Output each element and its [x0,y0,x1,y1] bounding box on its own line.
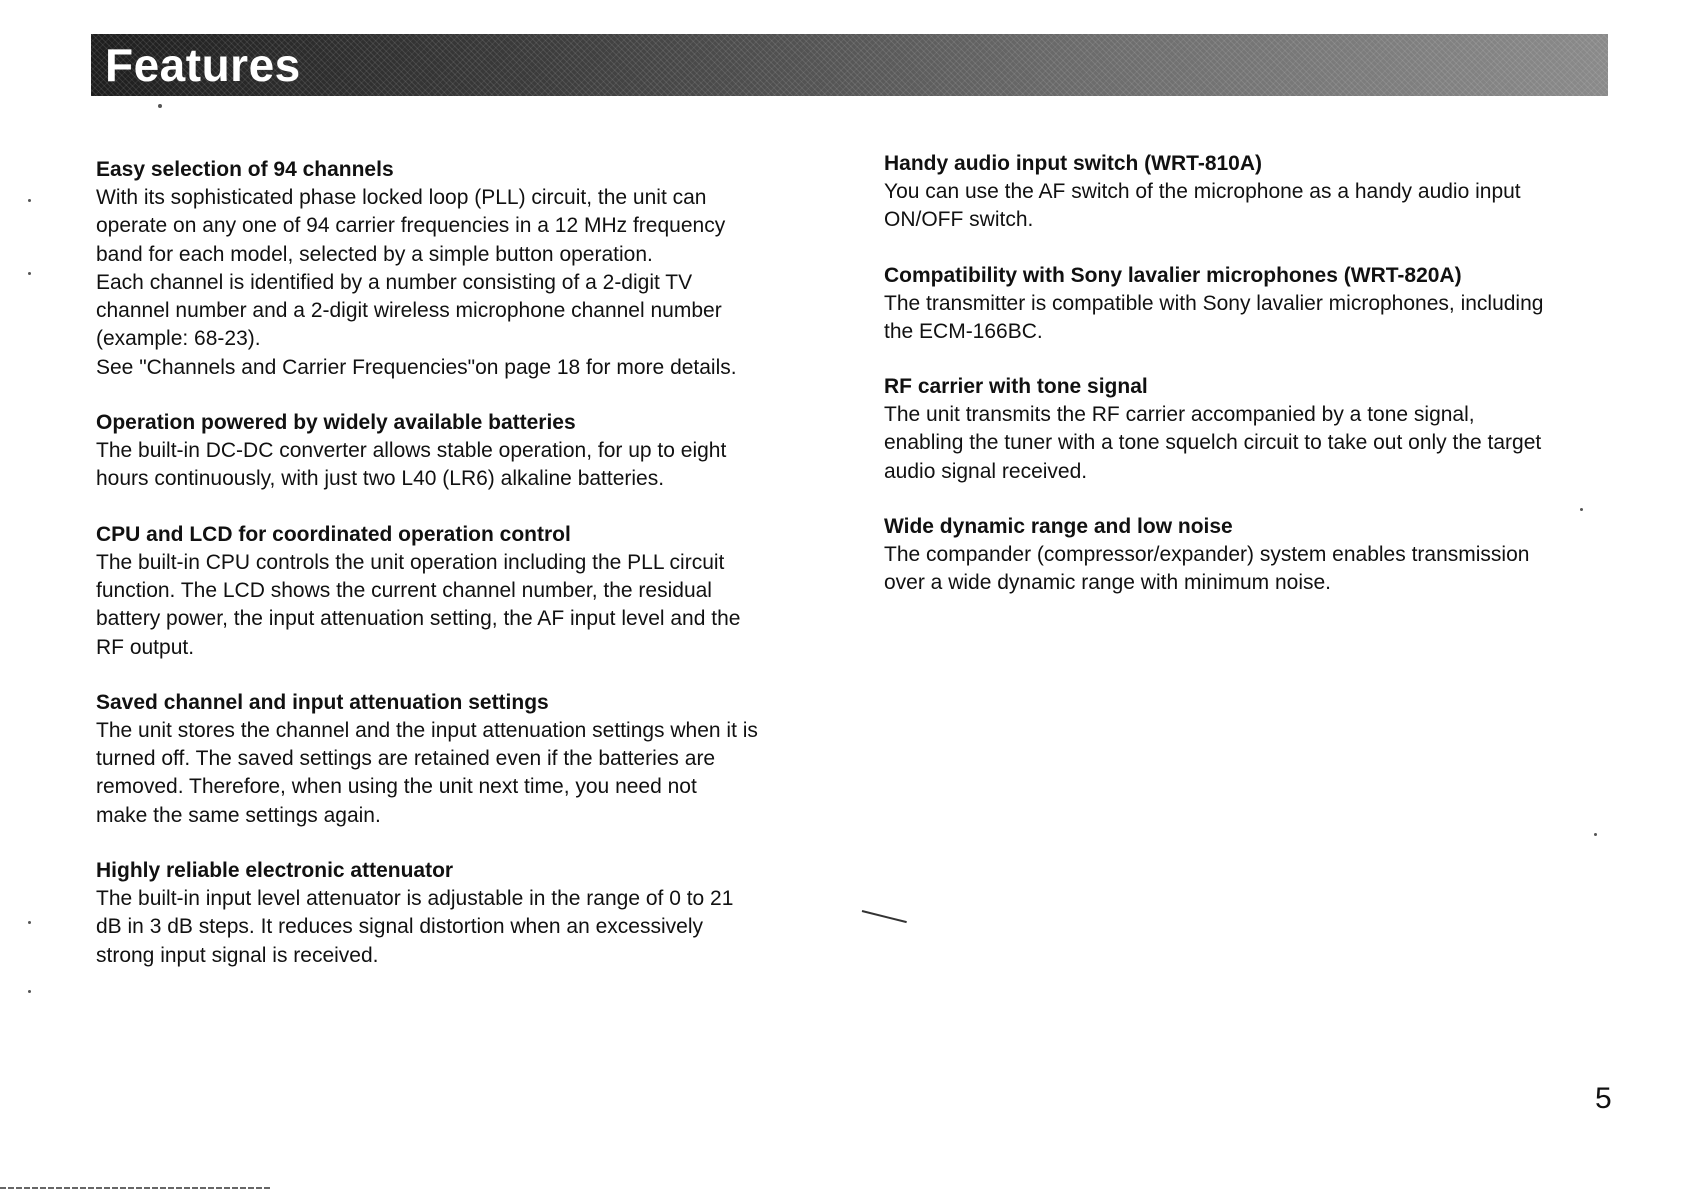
feature-heading: Operation powered by widely available batteries [96,411,576,435]
feature-section [884,150,1624,235]
feature-body: You can use the AF switch of the microphone as a handy audio input ON/OFF switch. [884,180,1521,232]
page-number: 5 [1595,1082,1612,1115]
scan-speck [28,990,31,993]
scan-speck [28,199,31,202]
feature-body: The unit transmits the RF carrier accompanied by a tone signal, enabling the tuner with a tone squelch circuit to take out only the target audio signal received. [884,403,1542,483]
scan-speck [1580,508,1583,511]
left-column [96,156,816,997]
feature-heading: Wide dynamic range and low noise [884,515,1233,539]
feature-body: The built-in input level attenuator is adjustable in the range of 0 to 21 dB in 3 dB steps. It reduces signal distortion when an excessively strong input signal is received. [96,887,734,967]
feature-heading: CPU and LCD for coordinated operation control [96,522,571,546]
feature-section [96,857,816,970]
feature-body: The built-in DC-DC converter allows stable operation, for up to eight hours continuously, with just two L40 (LR6) alkaline batteries. [96,439,727,491]
feature-section [884,513,1624,598]
feature-section [884,373,1624,486]
feature-section [96,156,816,382]
feature-section [96,689,816,830]
feature-body: The built-in CPU controls the unit operation including the PLL circuit function. The LCD shows the current channel number, the residual battery power, the input attenuation setting, the AF input level and the RF output. [96,550,741,659]
feature-heading: Easy selection of 94 channels [96,158,394,181]
page-edge-line [0,1187,270,1189]
scan-speck [28,921,31,924]
feature-heading: Saved channel and input attenuation settings [96,690,549,714]
features-banner [91,34,1608,96]
feature-section [884,262,1624,347]
feature-heading: RF carrier with tone signal [884,375,1148,399]
scan-speck [158,104,162,108]
feature-body: The compander (compressor/expander) system enables transmission over a wide dynamic range with minimum noise. [884,543,1530,595]
feature-heading: Compatibility with Sony lavalier microphones (WRT-820A) [884,263,1462,287]
page-title: Features [105,39,301,91]
feature-section [96,521,816,662]
feature-section [96,409,816,494]
scan-speck [28,272,31,275]
scan-speck [1594,833,1597,836]
feature-body: With its sophisticated phase locked loop (PLL) circuit, the unit can operate on any one of 94 carrier frequencies in a 12 MHz frequency band for each model, selected by a simple button operation. Each channel is identified by a number consisting of a 2-digit TV channel number and a 2-digit wireless microphone channel number (example: 68-23). See "Channels and Carrier Frequencies"on page 18 for more details. [96,186,737,379]
feature-heading: Handy audio input switch (WRT-810A) [884,152,1263,175]
pen-mark [862,910,907,923]
feature-body: The unit stores the channel and the input attenuation settings when it is turned off. The saved settings are retained even if the batteries are removed. Therefore, when using the unit next time, you need not make the same settings again. [96,718,758,827]
feature-heading: Highly reliable electronic attenuator [96,859,454,883]
right-column [884,150,1624,625]
feature-body: The transmitter is compatible with Sony lavalier microphones, including the ECM-166BC. [884,291,1544,343]
